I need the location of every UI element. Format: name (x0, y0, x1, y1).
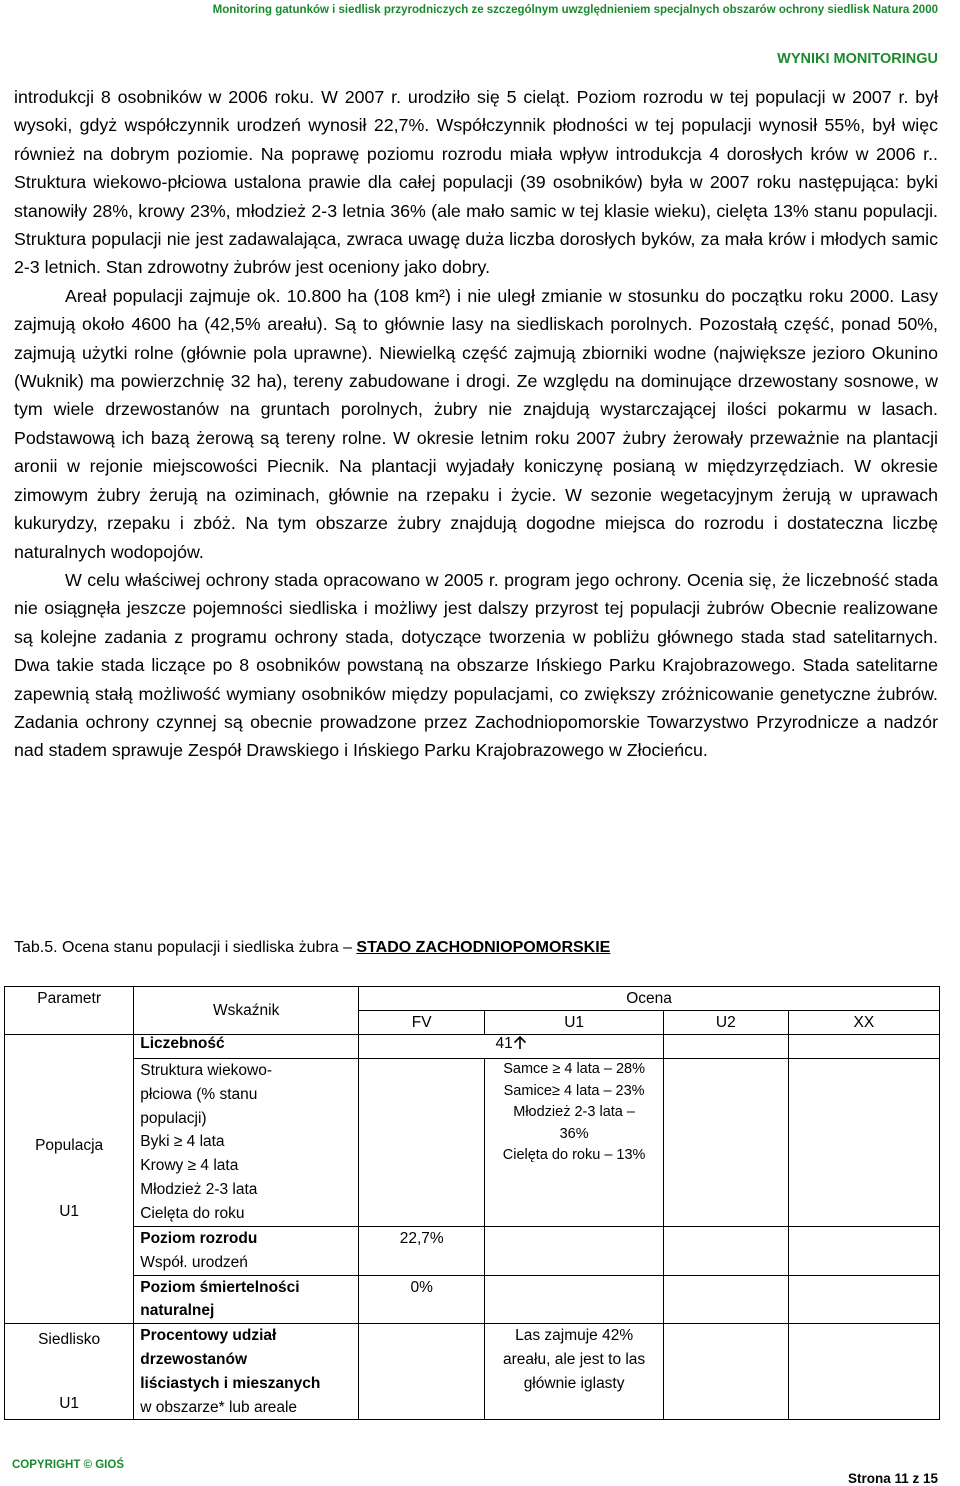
smiertelnosc-label-cell (134, 1275, 359, 1324)
rozrod-label: Poziom rozrodu (140, 1230, 258, 1247)
evaluation-table (4, 986, 940, 1420)
table-caption (14, 939, 610, 957)
param-populacja-label: Populacja (35, 1137, 104, 1155)
struktura-label-cell (134, 1059, 359, 1227)
drzewostany-value: głównie iglasty (523, 1374, 625, 1392)
drzewostany-label-1: Procentowy udział (140, 1327, 277, 1345)
drzewostany-value: Las zajmuje 42% (515, 1327, 634, 1345)
paragraph-3: W celu właściwej ochrony stada opracowano w 2005 r. program jego ochrony. Ocenia się, że liczebność stada nie osiągnęła jeszcze pojemności siedliska i możliwy jest dalszy przyrost tej populacji żubrów Obecnie realizowane są kolejne zadania z programu ochrony stada, dotyczące tworzenia w pobliżu głównego stada stad satelitarnych. Dwa takie stada liczące po 8 osobników powstaną na obszarze Ińskiego Parku Krajobrazowego. Stada satelitarne zapewnią stałą możliwość wymiany osobników między populacjami, co zwiększy zróżnicowanie genetyczne żubrów. Zadania ochrony czynnej są obecnie prowadzone przez Zachodniopomorskie Towarzystwo Przyrodnicze a nadzór nad stadem sprawuje Zespół Drawskiego i Ińskiego Parku Krajobrazowego w Złocieńcu. (14, 569, 938, 761)
footer-copyright: COPYRIGHT © GIOŚ (12, 1459, 124, 1471)
drzewostany-value-cell (485, 1324, 664, 1420)
header-u2: U2 (663, 1011, 788, 1035)
footer-page-number: Strona 11 z 15 (847, 1471, 938, 1486)
body-text (14, 83, 938, 765)
liczebnosc-value: 41 (495, 1035, 513, 1052)
smiertelnosc-value: 0% (359, 1275, 485, 1324)
drzewostany-label-2: drzewostanów (140, 1350, 248, 1368)
param-populacja-score: U1 (59, 1203, 80, 1221)
header-row (5, 987, 940, 1011)
struktura-value: Młodzież 2-3 lata – (513, 1104, 635, 1120)
struktura-value-cell (485, 1059, 664, 1227)
row-drzewostany (5, 1324, 940, 1420)
struktura-line: Struktura wiekowo- (140, 1062, 273, 1079)
param-siedlisko (5, 1324, 134, 1420)
struktura-line: populacji) (140, 1109, 207, 1127)
row-liczebnosc (5, 1035, 940, 1059)
struktura-line: płciowa (% stanu (140, 1085, 258, 1103)
header-xx: XX (788, 1011, 939, 1035)
drzewostany-value: areału, ale jest to las (503, 1350, 646, 1368)
struktura-value: 36% (559, 1125, 589, 1142)
row-smiertelnosc (5, 1275, 940, 1324)
param-siedlisko-score: U1 (59, 1394, 80, 1412)
caption-title: STADO ZACHODNIOPOMORSKIE (356, 939, 611, 956)
struktura-value: Cielęta do roku – 13% (502, 1147, 646, 1163)
struktura-value: Samice≥ 4 lata – 23% (503, 1082, 645, 1099)
rozrod-sub: Współ. urodzeń (140, 1253, 248, 1271)
struktura-line: Krowy ≥ 4 lata (140, 1157, 239, 1175)
rozrod-value: 22,7% (359, 1227, 485, 1276)
smiertelnosc-label-2: naturalnej (140, 1302, 215, 1320)
paragraph-1: introdukcji 8 osobników w 2006 roku. W 2007 r. urodziło się 5 cieląt. Poziom rozrodu w tej populacji w 2007 r. był wysoki, gdyż współczynnik urodzeń wynosił 22,7%. Współczynnik płodności w tej populacji wynosił 55%, był więc również na dobrym poziomie. Na poprawę poziomu rozrodu miała wpływ introdukcja 4 dorosłych krów w 2006 r.. Struktura wiekowo-płciowa ustalona prawie dla całej populacji (39 osobników) była w 2007 roku następująca: byki stanowiły 28%, krowy 23%, młodzież 2-3 letnia 36% (ale mało samic w tej klasie wieku), cielęta 13% stanu populacji. Struktura populacji nie jest zadawalająca, zwraca uwagę duża liczba dorosłych byków, za mała krów i młodych samic 2-3 letnich. Stan zdrowotny żubrów jest oceniony jako dobry. (14, 87, 938, 278)
rozrod-label-cell (134, 1227, 359, 1276)
drzewostany-label-cell (134, 1324, 359, 1420)
header-wskaznik: Wskaźnik (134, 987, 359, 1035)
header-ocena: Ocena (359, 987, 940, 1011)
param-populacja (5, 1035, 134, 1324)
header-u1: U1 (485, 1011, 664, 1035)
struktura-line: Cielęta do roku (140, 1204, 245, 1222)
liczebnosc-value-cell (359, 1035, 664, 1059)
header-parametr: Parametr (5, 987, 134, 1035)
header-fv: FV (359, 1011, 485, 1035)
drzewostany-label-3: liściastych i mieszanych (140, 1374, 321, 1392)
struktura-line: Byki ≥ 4 lata (140, 1133, 225, 1151)
param-siedlisko-label: Siedlisko (38, 1330, 101, 1348)
paragraph-2: Areał populacji zajmuje ok. 10.800 ha (108 km²) i nie uległ zmianie w stosunku do początku roku 2000. Lasy zajmują około 4600 ha (42,5% areału). Są to głównie lasy na siedliskach porolnych. Pozostałą część, ponad 50%, zajmują użytki rolne (głównie pola uprawne). Niewielką część zajmują zbiorniki wodne (największe jezioro Okunino (Wuknik) ma powierzchnię 32 ha), tereny zabudowane i drogi. Ze względu na dominujące drzewostany sosnowe, w tym wiele drzewostanów na gruntach porolnych, żubry nie znajdują wystarczającej ilości pokarmu w lasach. Podstawową ich bazą żerową są tereny rolne. W okresie letnim roku 2007 żubry żerowały przeważnie na plantacji aronii w rejonie miejscowości Piecnik. Na plantacji wyjadały koniczynę posianą w międzyrzędziach. W okresie zimowym żubry żerują na oziminach, głównie na rzepaku i życie. W sezonie wegetacyjnym żerują w uprawach kukurydzy, rzepaku i zbóż. Na tym obszarze żubry znajdują dogodne miejsca do rozrodu i dostateczna liczbę naturalnych wodopojów. (14, 285, 938, 562)
caption-prefix: Tab.5. Ocena stanu populacji i siedliska żubra – (14, 939, 357, 956)
struktura-value: Samce ≥ 4 lata – 28% (503, 1061, 645, 1077)
row-struktura (5, 1059, 940, 1227)
struktura-line: Młodzież 2-3 lata (140, 1180, 258, 1198)
header-title: Monitoring gatunków i siedlisk przyrodniczych ze szczególnym uwzględnieniem specjalnych obszarów ochrony siedlisk Natura 2000 (212, 4, 938, 16)
up-arrow-icon (513, 1035, 527, 1052)
smiertelnosc-label-1: Poziom śmiertelności (140, 1278, 300, 1296)
drzewostany-label-4: w obszarze* lub areale (140, 1398, 298, 1416)
section-title: WYNIKI MONITORINGU (777, 51, 938, 67)
liczebnosc-label: Liczebność (140, 1035, 225, 1052)
row-rozrod (5, 1227, 940, 1276)
